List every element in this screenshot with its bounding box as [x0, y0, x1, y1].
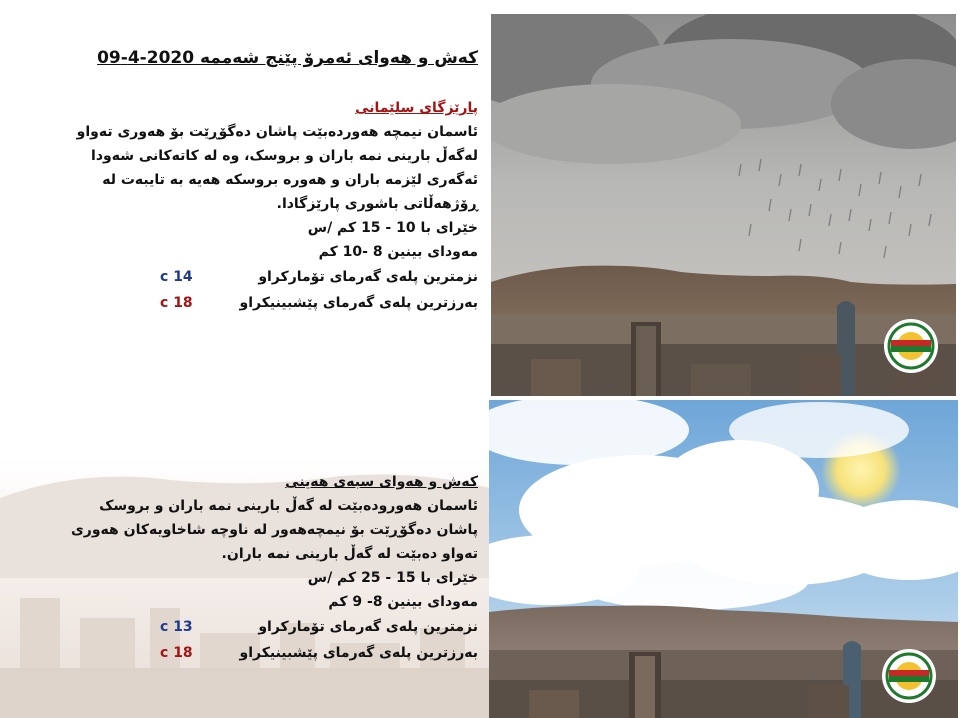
today-max-temp: [40, 290, 478, 316]
weather-agency-logo-icon: [882, 649, 936, 703]
rainy-city-photo: [491, 14, 956, 396]
region-name: پارێزگای سلێمانی: [355, 100, 478, 116]
today-visibility: مەودای بینین 8 -10 کم: [318, 244, 478, 260]
today-forecast: [40, 48, 478, 316]
today-title: کەش و هەوای ئەمرۆ پێنج شەممە 2020-4-09: [97, 48, 478, 68]
tomorrow-wind: خێرای با 15 - 25 کم /س: [307, 570, 478, 586]
tomorrow-min-temp: [40, 614, 478, 640]
tomorrow-description-line: ئاسمان هەورودەبێت لە گەڵ بارینی نمە باران و بروسک: [99, 498, 478, 514]
today-description-line: ڕۆژهەڵاتی باشوری پارێزگادا.: [276, 196, 478, 212]
tomorrow-forecast: [40, 470, 478, 666]
max-temp-value: 18 c: [160, 645, 193, 661]
min-temp-label: نزمترین پلەی گەرمای تۆمارکراو: [258, 269, 478, 285]
tomorrow-max-temp: [40, 640, 478, 666]
today-min-temp: [40, 264, 478, 290]
today-description-line: لەگەڵ بارینی نمە باران و بروسک، وە لە کاتەکانی شەودا: [91, 148, 478, 164]
tomorrow-visibility: مەودای بینین 8- 9 کم: [328, 594, 478, 610]
weather-agency-logo-icon: [884, 319, 938, 373]
partly-cloudy-city-photo: [489, 400, 958, 718]
tomorrow-title: کەش و هەوای سبەی هەینی: [285, 474, 478, 490]
max-temp-value: 18 c: [160, 295, 193, 311]
max-temp-label: بەرزترین پلەی گەرمای پێشبینیکراو: [239, 645, 478, 661]
today-description-line: ئەگەری لێزمە باران و هەورە بروسکە هەیە بە تایبەت لە: [102, 172, 478, 188]
today-wind: خێرای با 10 - 15 کم /س: [307, 220, 478, 236]
tomorrow-description-line: پاشان دەگۆڕێت بۆ نیمچەهەور لە ناوچە شاخاویەکان هەوری: [70, 522, 478, 538]
min-temp-value: 14 c: [160, 269, 193, 285]
tomorrow-description-line: تەواو دەبێت لە گەڵ بارینی نمە باران.: [221, 546, 478, 562]
max-temp-label: بەرزترین پلەی گەرمای پێشبینیکراو: [239, 295, 478, 311]
today-description-line: ئاسمان نیمچە هەوردەبێت پاشان دەگۆڕێت بۆ هەوری تەواو: [76, 124, 478, 140]
min-temp-value: 13 c: [160, 619, 193, 635]
min-temp-label: نزمترین پلەی گەرمای تۆمارکراو: [258, 619, 478, 635]
